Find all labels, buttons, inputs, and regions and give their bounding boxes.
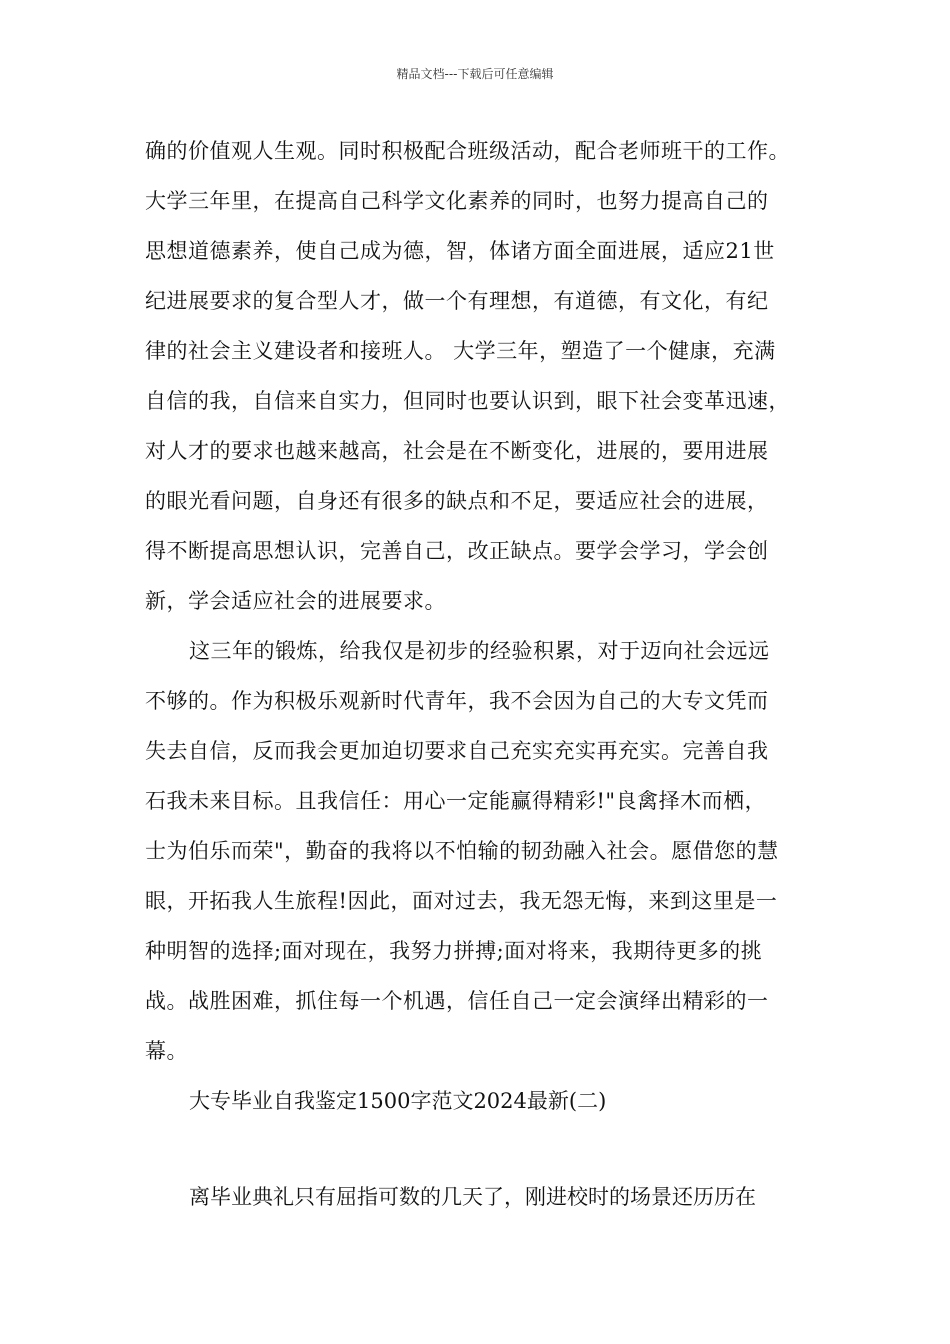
text-line: 幕。 [145,1039,188,1063]
text-line: 战。战胜困难，抓住每一个机遇，信任自己一定会演绎出精彩的一 [145,989,769,1013]
text-line: 得不断提高思想认识，完善自己，改正缺点。要学会学习，学会创 [145,539,769,563]
paragraph-1 [145,126,825,626]
text-line: 纪进展要求的复合型人才，做一个有理想，有道德，有文化，有纪 [145,289,769,313]
text-line: 种明智的选择;面对现在，我努力拼搏;面对将来，我期待更多的挑 [145,939,763,963]
text-line: 思想道德素养，使自己成为德，智，体诸方面全面进展，适应21世 [145,239,775,263]
text-line: 石我未来目标。且我信任：用心一定能赢得精彩!"良禽择木而栖， [145,789,767,813]
text-line: 自信的我，自信来自实力，但同时也要认识到，眼下社会变革迅速， [145,389,790,413]
text-line: 这三年的锻炼，给我仅是初步的经验积累，对于迈向社会远远 [189,639,770,663]
text-line: 律的社会主义建设者和接班人。 大学三年，塑造了一个健康，充满 [145,339,776,363]
text-line: 新，学会适应社会的进展要求。 [145,589,446,613]
page-header: 精品文档---下载后可任意编辑 [396,67,554,81]
text-line: 士为伯乐而荣"，勤奋的我将以不怕输的韧劲融入社会。愿借您的慧 [145,839,779,863]
text-line: 不够的。作为积极乐观新时代青年，我不会因为自己的大专文凭而 [145,689,769,713]
text-line: 失去自信，反而我会更加迫切要求自己充实充实再充实。完善自我 [145,739,769,763]
paragraph-3: 离毕业典礼只有屈指可数的几天了，刚进校时的场景还历历在 [189,1185,756,1209]
text-line: 眼，开拓我人生旅程!因此，面对过去，我无怨无悔，来到这里是一 [145,889,778,913]
section-title: 大专毕业自我鉴定1500字范文2024最新(二) [189,1089,607,1113]
text-line: 大学三年里，在提高自己科学文化素养的同时，也努力提高自己的 [145,189,769,213]
paragraph-2 [145,626,825,1076]
text-line: 对人才的要求也越来越高，社会是在不断变化，进展的，要用进展 [145,439,769,463]
text-line: 的眼光看问题，自身还有很多的缺点和不足，要适应社会的进展， [145,489,769,513]
text-line: 确的价值观人生观。同时积极配合班级活动，配合老师班干的工作。 [145,139,790,163]
